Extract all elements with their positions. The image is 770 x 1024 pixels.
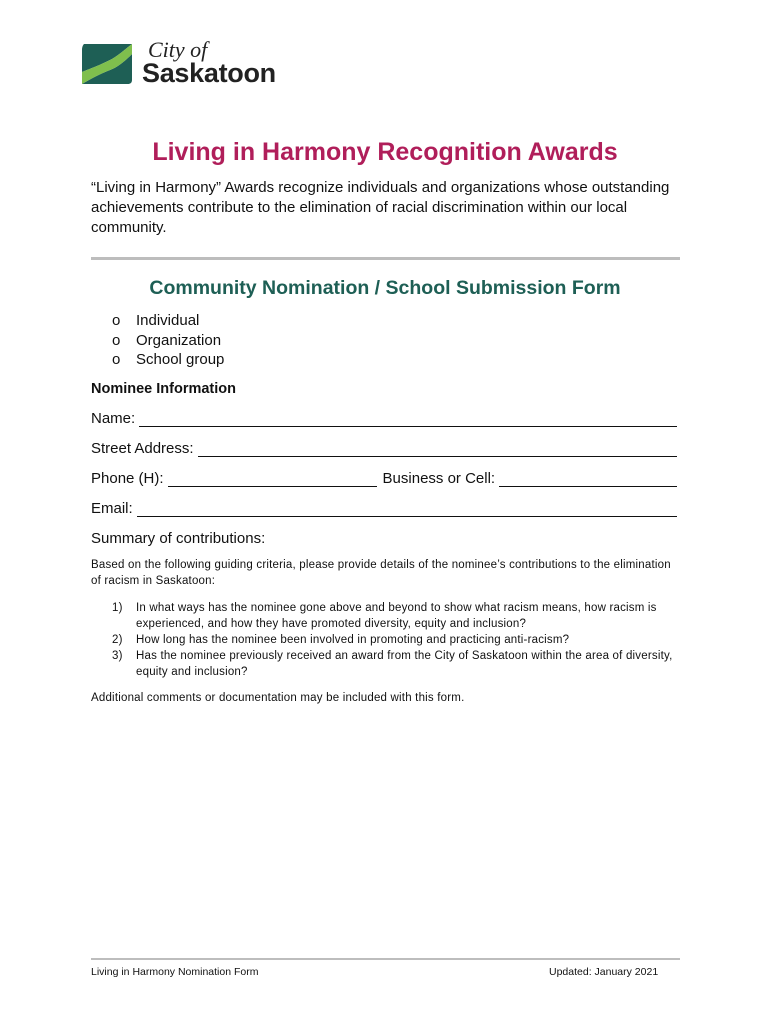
name-input-line[interactable] [139, 409, 677, 427]
street-address-input-line[interactable] [198, 439, 677, 457]
street-address-label: Street Address: [91, 440, 194, 457]
list-item [112, 600, 680, 632]
criteria-intro: Based on the following guiding criteria, please provide details of the nominee’s contributions to the elimination of racism in Saskatoon: [91, 559, 671, 587]
list-text: How long has the nominee been involved in promoting and practicing anti-racism? [136, 634, 570, 646]
option-organization[interactable] [112, 331, 221, 351]
business-cell-input-line[interactable] [499, 469, 677, 487]
form-title: Community Nomination / School Submission Form [149, 277, 621, 299]
name-field[interactable] [91, 409, 677, 429]
list-number: 2) [112, 634, 123, 646]
email-field[interactable] [91, 499, 677, 519]
list-number: 3) [112, 650, 123, 662]
list-text: Has the nominee previously received an award from the City of Saskatoon within the area of diversity, equity and inclusion? [136, 650, 673, 678]
additional-note: Additional comments or documentation may be included with this form. [91, 692, 465, 704]
phone-row [91, 469, 677, 489]
option-label: School group [136, 351, 225, 368]
nominee-section-heading: Nominee Information [91, 381, 237, 397]
name-label: Name: [91, 410, 136, 427]
footer-form-name: Living in Harmony Nomination Form [91, 966, 259, 978]
footer-divider [91, 958, 680, 960]
phone-label: Phone (H): [91, 470, 164, 487]
option-school-group[interactable] [112, 350, 224, 370]
list-text: In what ways has the nominee gone above and beyond to show what racism means, how racism is experienced, and how they have promoted diversity, equity and inclusion? [136, 602, 657, 630]
summary-label: Summary of contributions: [91, 530, 266, 547]
city-logo-icon [78, 40, 136, 86]
option-bullet: o [112, 351, 121, 368]
list-item [112, 648, 680, 680]
logo-text-saskatoon: Saskatoon [142, 58, 276, 88]
option-label: Organization [136, 332, 222, 349]
option-bullet: o [112, 332, 121, 349]
email-label: Email: [91, 500, 133, 517]
option-individual[interactable] [112, 311, 199, 331]
option-bullet: o [112, 312, 121, 329]
list-item [112, 632, 680, 648]
logo-text-city-of: City of [148, 37, 208, 62]
email-input-line[interactable] [137, 499, 677, 517]
intro-paragraph: “Living in Harmony” Awards recognize individuals and organizations whose outstanding achievements contribute to the elimination of racial discrimination within our local community. [91, 179, 670, 236]
footer-updated-date: Updated: January 2021 [549, 966, 659, 978]
list-number: 1) [112, 602, 123, 614]
business-cell-label: Business or Cell: [382, 470, 496, 487]
divider [91, 257, 680, 260]
page-title: Living in Harmony Recognition Awards [152, 138, 618, 166]
option-label: Individual [136, 312, 200, 329]
street-address-field[interactable] [91, 439, 677, 459]
phone-input-line[interactable] [168, 469, 377, 487]
